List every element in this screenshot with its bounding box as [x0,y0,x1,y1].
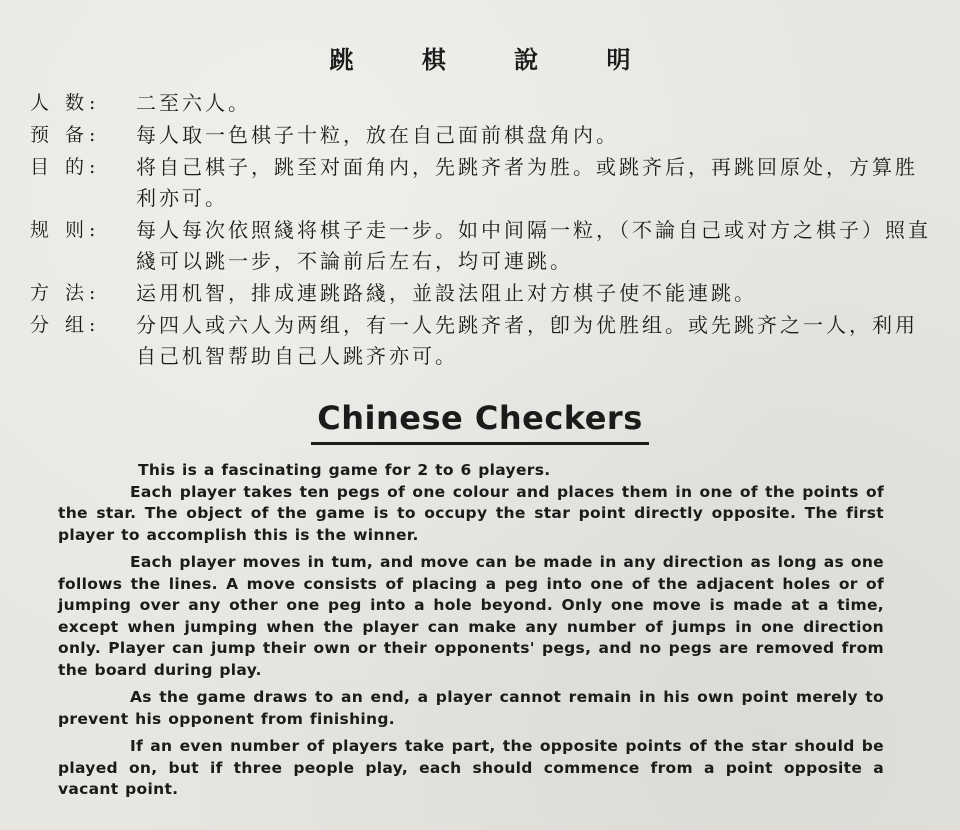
rule-text: 每人取一色棋子十粒，放在自己面前棋盘角内。 [136,123,619,147]
rule-rules [20,215,940,277]
paragraph-setup: Each player takes ten pegs of one colour and places them in one of the points of the star. The object of the game is to occupy the star point directly opposite. The first player to accomplish this is the winner. [58,482,884,544]
english-instructions [58,460,884,807]
rule-players [20,88,940,119]
rule-grouping [20,310,940,372]
rule-label: 规 则: [30,219,101,241]
rule-preparation [20,120,940,151]
chinese-title: 跳 棋 說 明 [329,45,661,74]
paragraph-intro: This is a fascinating game for 2 to 6 players. [138,461,551,479]
paragraph-player-count: If an even number of players take part, the opposite points of the star should be played on, but if three people play, each should commence from a point opposite a vacant point. [58,737,884,798]
rule-text: 二至六人。 [136,91,251,115]
chinese-rules [20,88,940,373]
rule-label: 预 备: [30,124,101,146]
english-title: Chinese Checkers [311,398,649,445]
rule-label: 分 组: [30,314,101,336]
paragraph-moves: Each player moves in tum, and move can be made in any direction as long as one follows the lines. A move consists of placing a peg into one of the adjacent holes or of jumping over any other one peg into a hole beyond. Only one move is made at a time, except when jumping when the player can make any number of jumps in one direction only. Player can jump their own or their opponents' pegs, and no pegs are removed from the board during play. [58,553,884,679]
rule-text: 运用机智，排成連跳路綫，並設法阻止对方棋子使不能連跳。 [136,281,757,305]
rule-objective [20,152,940,214]
rule-text: 分四人或六人为两组，有一人先跳齐者，卽为优胜组。或先跳齐之一人，利用自己机智帮助自己人跳齐亦可。 [136,313,918,368]
english-title-wrap [0,398,960,445]
rule-text: 每人每次依照綫将棋子走一步。如中间隔一粒，（不論自己或对方之棋子）照直綫可以跳一步，不論前后左右，均可連跳。 [136,218,931,273]
rule-label: 目 的: [30,156,101,178]
rule-label: 方 法: [30,282,101,304]
rule-label: 人 数: [30,92,101,114]
paragraph-endgame: As the game draws to an end, a player cannot remain in his own point merely to prevent his opponent from finishing. [58,688,884,728]
rule-method [20,278,940,309]
rule-text: 将自己棋子，跳至对面角内，先跳齐者为胜。或跳齐后，再跳回原处，方算胜利亦可。 [136,155,918,210]
